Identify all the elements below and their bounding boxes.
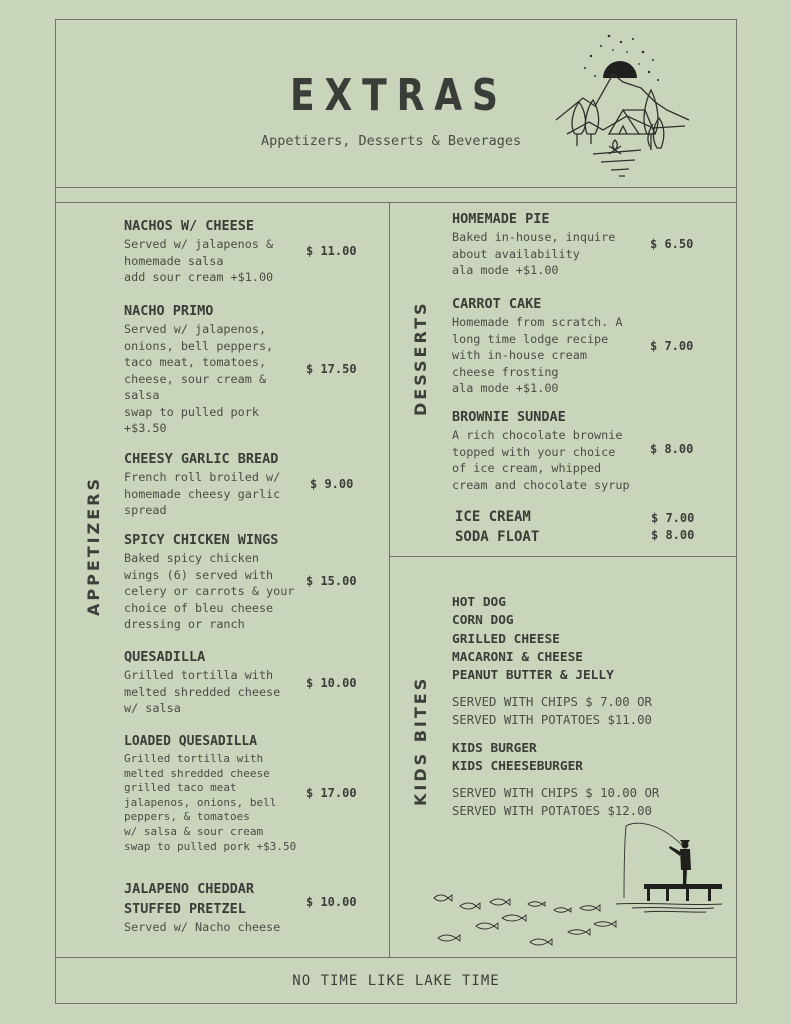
menu-item-quesadilla: [124, 647, 280, 717]
kids-note: SERVED WITH CHIPS $ 7.00 OR: [452, 695, 652, 709]
kids-note: SERVED WITH POTATOES $11.00: [452, 712, 652, 727]
menu-item-pie: [452, 209, 615, 279]
item-price: $ 7.00: [651, 511, 695, 525]
menu-item-garlic-bread: [124, 449, 280, 519]
appetizers-label: APPETIZERS: [84, 475, 103, 616]
kids-item: CORN DOG: [452, 613, 514, 629]
page-subtitle: Appetizers, Desserts & Beverages: [261, 133, 522, 149]
item-price: $ 15.00: [306, 574, 357, 588]
menu-item-soda-float: SODA FLOAT: [455, 529, 540, 545]
kids-note: SERVED WITH POTATOES $12.00: [452, 803, 652, 818]
item-desc: Baked spicy chicken wings (6) served with celery or carrots & your choice of bleu cheese dressing or ranch: [124, 551, 295, 631]
item-price: $ 9.00: [310, 477, 354, 491]
camp-mountain-icon: [553, 30, 693, 182]
item-name: LOADED QUESADILLA: [124, 734, 258, 749]
item-name: QUESADILLA: [124, 649, 206, 665]
item-desc: French roll broiled w/ homemade cheesy garlic spread: [124, 470, 281, 517]
kids-item: PEANUT BUTTER & JELLY: [452, 668, 614, 684]
fish-school-icon: [430, 888, 630, 950]
menu-item-pretzel: [124, 879, 280, 936]
kids-group-2: [452, 740, 583, 777]
column-divider: [389, 203, 390, 957]
item-name: BROWNIE SUNDAE: [452, 409, 566, 425]
kids-group-1: [452, 594, 614, 685]
item-desc: Grilled tortilla with melted shredded cheese grilled taco meat jalapenos, onions, bell peppers, & tomatoes w/ salsa & sour cream swap to pulled pork +$3.50: [124, 752, 297, 853]
item-name: NACHOS W/ CHEESE: [124, 218, 255, 234]
kids-note: SERVED WITH CHIPS $ 10.00 OR: [452, 786, 660, 800]
item-price: $ 6.50: [650, 237, 694, 251]
kids-item: GRILLED CHEESE: [452, 631, 560, 647]
item-price: $ 7.00: [650, 339, 694, 353]
menu-item-brownie: [452, 407, 630, 493]
item-name: HOMEMADE PIE: [452, 211, 550, 227]
item-desc: Served w/ jalapenos, onions, bell peppers, taco meat, tomatoes, cheese, sour cream & salsa swap to pulled pork +$3.50: [124, 322, 274, 435]
item-price: $ 17.00: [306, 786, 357, 800]
item-name: CHEESY GARLIC BREAD: [124, 451, 279, 467]
item-name-line2: STUFFED PRETZEL: [124, 901, 246, 917]
header-rule-bottom: [55, 202, 737, 203]
item-price: $ 8.00: [650, 442, 694, 456]
kids-item: KIDS CHEESEBURGER: [452, 759, 583, 775]
footer-tagline: NO TIME LIKE LAKE TIME: [292, 973, 500, 989]
item-desc: Grilled tortilla with melted shredded cheese w/ salsa: [124, 668, 281, 715]
item-name: NACHO PRIMO: [124, 303, 214, 319]
item-name: SPICY CHICKEN WINGS: [124, 532, 279, 548]
footer-rule: [55, 957, 737, 958]
item-price: $ 17.50: [306, 362, 357, 376]
item-price: $ 10.00: [306, 676, 357, 690]
desserts-label: DESSERTS: [411, 300, 430, 416]
menu-item-chicken-wings: [124, 530, 294, 633]
menu-item-ice-cream: ICE CREAM: [455, 509, 531, 525]
menu-item-loaded-quesadilla: [124, 732, 296, 854]
item-price: $ 11.00: [306, 244, 357, 258]
kids-item: KIDS BURGER: [452, 741, 537, 756]
menu-item-nachos: [124, 216, 273, 286]
kids-bites-label: KIDS BITES: [411, 675, 430, 806]
item-desc: A rich chocolate brownie topped with your choice of ice cream, whipped cream and chocolate syrup: [452, 428, 630, 492]
item-desc: Baked in-house, inquire about availability ala mode +$1.00: [452, 230, 616, 277]
page-title: EXTRAS: [290, 70, 508, 121]
kids-item: MACARONI & CHEESE: [452, 649, 583, 665]
item-price: $ 10.00: [306, 895, 357, 909]
kids-group-2-note: [452, 785, 659, 820]
item-price: $ 8.00: [651, 528, 695, 542]
item-name: CARROT CAKE: [452, 296, 542, 312]
item-desc: Served w/ Nacho cheese: [124, 920, 281, 934]
kids-group-1-note: [452, 694, 652, 729]
header-rule-top: [55, 187, 737, 188]
item-desc: Served w/ jalapenos & homemade salsa add sour cream +$1.00: [124, 237, 274, 284]
kids-item: HOT DOG: [452, 595, 506, 610]
item-desc: Homemade from scratch. A long time lodge recipe with in-house cream cheese frosting ala mode +$1.00: [452, 315, 623, 395]
menu-item-carrot-cake: [452, 294, 622, 397]
item-name: JALAPENO CHEDDAR: [124, 881, 255, 897]
menu-item-nacho-primo: [124, 301, 273, 437]
desserts-kids-divider: [389, 556, 737, 557]
